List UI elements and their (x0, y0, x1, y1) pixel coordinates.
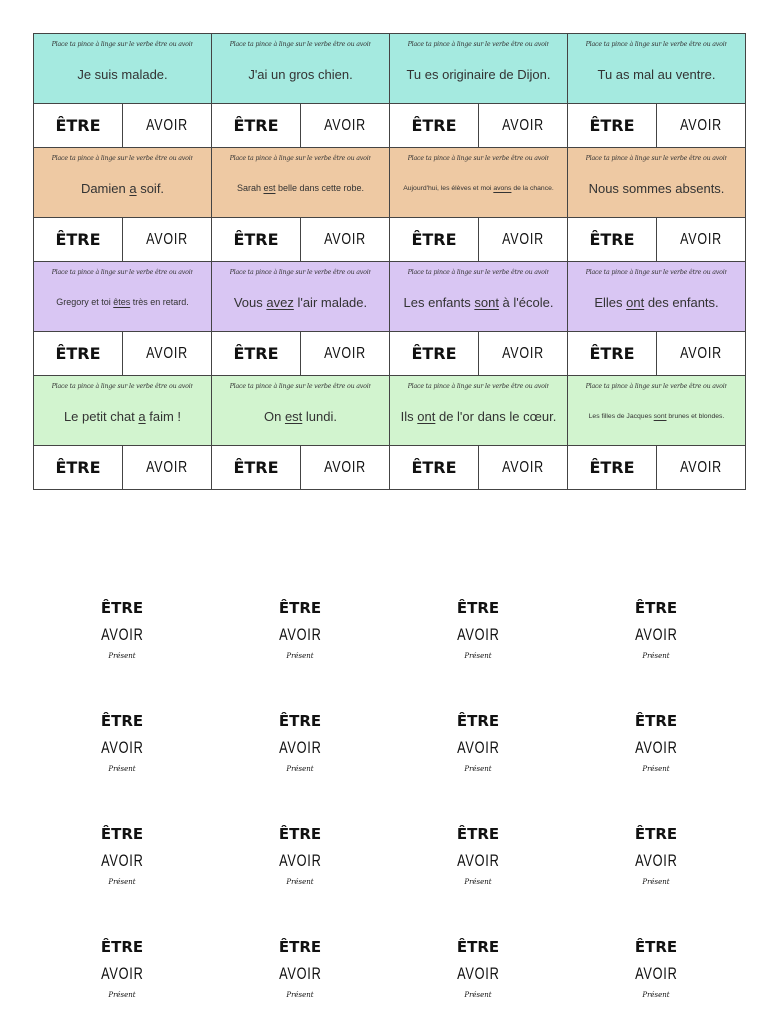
answer-row (212, 446, 389, 490)
sentence-text: très en retard. (130, 297, 189, 307)
clothespin-label (211, 935, 389, 1024)
answer-etre[interactable]: ÊTRE (390, 218, 479, 261)
answer-etre[interactable]: ÊTRE (568, 332, 657, 375)
answer-row (390, 332, 567, 376)
answer-etre[interactable]: ÊTRE (34, 332, 123, 375)
card-sentence (64, 391, 181, 441)
answer-row (568, 104, 745, 148)
answer-etre[interactable]: ÊTRE (34, 446, 123, 489)
card-question (568, 262, 745, 332)
sentence-text: l'air malade. (293, 294, 368, 310)
sentence-text: Gregory et toi (56, 297, 114, 307)
sentence-text: Les filles de Jacques (588, 412, 654, 420)
sentence-text: Le petit chat (63, 408, 139, 424)
label-avoir: AVOIR (100, 625, 144, 644)
label-tense: Présent (464, 652, 492, 660)
answer-row (212, 104, 389, 148)
label-avoir: AVOIR (278, 738, 322, 757)
label-tense: Présent (642, 878, 670, 886)
answer-avoir[interactable]: AVOIR (324, 116, 366, 134)
label-etre: ÊTRE (634, 825, 678, 843)
card-sentence (589, 163, 725, 213)
answer-row (568, 332, 745, 376)
label-avoir: AVOIR (456, 625, 500, 644)
card-instruction: Place ta pince à linge sur le verbe être ou avoir (407, 41, 550, 48)
card-sentence (248, 49, 352, 99)
label-etre: ÊTRE (278, 825, 322, 843)
answer-avoir[interactable]: AVOIR (680, 458, 722, 476)
label-avoir: AVOIR (634, 738, 678, 757)
label-etre: ÊTRE (278, 712, 322, 730)
verb-card (568, 262, 746, 376)
clothespin-label (33, 709, 211, 822)
label-avoir: AVOIR (456, 738, 500, 757)
label-etre: ÊTRE (456, 825, 500, 843)
answer-avoir[interactable]: AVOIR (146, 230, 188, 248)
sentence-text: Tu es originaire de Dijon. (406, 66, 551, 82)
clothespin-label (567, 596, 745, 709)
card-sentence (234, 277, 367, 327)
sentence-text: à l'école. (498, 294, 554, 310)
verb-card (34, 34, 212, 148)
answer-row (568, 446, 745, 490)
card-question (390, 148, 567, 218)
sentence-text: Aujourd'hui, les élèves et moi (403, 184, 494, 192)
answer-avoir[interactable]: AVOIR (146, 458, 188, 476)
sentence-text: faim ! (145, 408, 182, 424)
answer-etre[interactable]: ÊTRE (390, 104, 479, 147)
underlined-verb: sont (653, 412, 667, 420)
underlined-verb: est (263, 183, 276, 193)
sentence-text: Tu as mal au ventre. (597, 66, 716, 82)
card-question (390, 376, 567, 446)
label-avoir: AVOIR (278, 625, 322, 644)
answer-avoir[interactable]: AVOIR (324, 344, 366, 362)
answer-row (212, 332, 389, 376)
verb-card (568, 34, 746, 148)
card-instruction: Place ta pince à linge sur le verbe être ou avoir (229, 383, 372, 390)
card-instruction: Place ta pince à linge sur le verbe être ou avoir (229, 155, 372, 162)
underlined-verb: a (129, 180, 137, 196)
label-etre: ÊTRE (634, 938, 678, 956)
clothespin-label (211, 822, 389, 935)
card-question (568, 376, 745, 446)
label-etre: ÊTRE (100, 712, 144, 730)
label-tense: Présent (642, 991, 670, 999)
answer-avoir[interactable]: AVOIR (502, 344, 544, 362)
card-sentence (264, 391, 337, 441)
sentence-text: Vous (233, 294, 267, 310)
label-tense: Présent (286, 991, 314, 999)
answer-avoir[interactable]: AVOIR (680, 344, 722, 362)
label-avoir: AVOIR (456, 851, 500, 870)
verb-card (34, 148, 212, 262)
clothespin-label-grid (33, 596, 745, 1024)
sentence-text: Les enfants (403, 294, 475, 310)
card-sentence (56, 277, 189, 327)
answer-avoir[interactable]: AVOIR (680, 116, 722, 134)
card-instruction: Place ta pince à linge sur le verbe être ou avoir (229, 41, 372, 48)
sentence-text: Nous sommes absents. (588, 180, 725, 196)
clothespin-label (389, 822, 567, 935)
sentence-text: Je suis malade. (77, 66, 168, 82)
clothespin-label (33, 935, 211, 1024)
label-tense: Présent (108, 991, 136, 999)
label-avoir: AVOIR (634, 964, 678, 983)
card-sentence (406, 49, 550, 99)
answer-etre[interactable]: ÊTRE (390, 446, 479, 489)
card-sentence (237, 163, 364, 213)
card-instruction: Place ta pince à linge sur le verbe être ou avoir (51, 41, 194, 48)
answer-etre[interactable]: ÊTRE (568, 104, 657, 147)
card-sentence (404, 277, 554, 327)
sentence-text: soif. (136, 180, 165, 196)
card-instruction: Place ta pince à linge sur le verbe être ou avoir (585, 155, 728, 162)
card-instruction: Place ta pince à linge sur le verbe être ou avoir (229, 269, 372, 276)
label-etre: ÊTRE (634, 712, 678, 730)
card-instruction: Place ta pince à linge sur le verbe être ou avoir (585, 41, 728, 48)
card-question (568, 148, 745, 218)
label-tense: Présent (286, 652, 314, 660)
underlined-verb: ont (626, 294, 645, 310)
card-sentence (81, 163, 164, 213)
answer-etre[interactable]: ÊTRE (212, 218, 301, 261)
label-avoir: AVOIR (456, 964, 500, 983)
clothespin-label (211, 709, 389, 822)
sentence-text: Sarah (236, 183, 264, 193)
card-instruction: Place ta pince à linge sur le verbe être ou avoir (407, 269, 550, 276)
label-tense: Présent (464, 765, 492, 773)
label-avoir: AVOIR (100, 964, 144, 983)
answer-avoir[interactable]: AVOIR (146, 344, 188, 362)
answer-etre[interactable]: ÊTRE (390, 332, 479, 375)
verb-card (390, 148, 568, 262)
sentence-text: de la chance. (511, 184, 554, 192)
sentence-text: Damien (80, 180, 130, 196)
card-instruction: Place ta pince à linge sur le verbe être ou avoir (51, 155, 194, 162)
verb-card (212, 376, 390, 490)
answer-row (34, 218, 211, 262)
sentence-text: J'ai un gros chien. (248, 66, 353, 82)
answer-etre[interactable]: ÊTRE (212, 104, 301, 147)
card-instruction: Place ta pince à linge sur le verbe être ou avoir (585, 383, 728, 390)
sentence-text: brunes et blondes. (666, 412, 725, 420)
card-instruction: Place ta pince à linge sur le verbe être ou avoir (407, 155, 550, 162)
answer-row (212, 218, 389, 262)
answer-row (34, 446, 211, 490)
verb-card (568, 376, 746, 490)
sentence-text: de l'or dans le cœur. (435, 408, 557, 424)
card-question (212, 34, 389, 104)
verb-card (390, 262, 568, 376)
answer-row (390, 104, 567, 148)
answer-avoir[interactable]: AVOIR (324, 458, 366, 476)
card-question (34, 376, 211, 446)
label-avoir: AVOIR (278, 964, 322, 983)
card-question (568, 34, 745, 104)
underlined-verb: est (284, 408, 303, 424)
card-question (390, 34, 567, 104)
label-etre: ÊTRE (100, 938, 144, 956)
answer-avoir[interactable]: AVOIR (502, 230, 544, 248)
underlined-verb: a (138, 408, 146, 424)
clothespin-label (33, 822, 211, 935)
answer-row (34, 104, 211, 148)
label-avoir: AVOIR (278, 851, 322, 870)
label-avoir: AVOIR (100, 851, 144, 870)
clothespin-label (567, 822, 745, 935)
label-tense: Présent (642, 765, 670, 773)
clothespin-label (389, 709, 567, 822)
label-tense: Présent (642, 652, 670, 660)
sentence-text: belle dans cette robe. (275, 183, 365, 193)
card-question (34, 148, 211, 218)
verb-card (34, 262, 212, 376)
label-tense: Présent (464, 878, 492, 886)
verb-card (568, 148, 746, 262)
underlined-verb: avons (493, 184, 512, 192)
answer-etre[interactable]: ÊTRE (212, 332, 301, 375)
answer-etre[interactable]: ÊTRE (568, 446, 657, 489)
verb-card-grid (33, 33, 746, 490)
label-tense: Présent (108, 878, 136, 886)
label-tense: Présent (464, 991, 492, 999)
card-sentence (594, 277, 718, 327)
label-avoir: AVOIR (634, 625, 678, 644)
card-question (212, 376, 389, 446)
underlined-verb: avez (266, 294, 294, 310)
verb-card (390, 34, 568, 148)
answer-row (568, 218, 745, 262)
clothespin-label (389, 596, 567, 709)
label-avoir: AVOIR (634, 851, 678, 870)
label-tense: Présent (286, 765, 314, 773)
label-tense: Présent (108, 652, 136, 660)
card-question (212, 262, 389, 332)
card-question (34, 262, 211, 332)
answer-etre[interactable]: ÊTRE (212, 446, 301, 489)
answer-row (390, 218, 567, 262)
sentence-text: On (263, 408, 285, 424)
label-etre: ÊTRE (100, 599, 144, 617)
card-question (390, 262, 567, 332)
answer-etre[interactable]: ÊTRE (568, 218, 657, 261)
card-question (34, 34, 211, 104)
card-sentence (403, 163, 554, 213)
sentence-text: Elles (594, 294, 627, 310)
answer-row (390, 446, 567, 490)
underlined-verb: sont (474, 294, 499, 310)
label-avoir: AVOIR (100, 738, 144, 757)
card-instruction: Place ta pince à linge sur le verbe être ou avoir (585, 269, 728, 276)
clothespin-label (389, 935, 567, 1024)
clothespin-label (211, 596, 389, 709)
label-etre: ÊTRE (456, 712, 500, 730)
label-etre: ÊTRE (278, 599, 322, 617)
card-instruction: Place ta pince à linge sur le verbe être ou avoir (51, 383, 194, 390)
sentence-text: des enfants. (644, 294, 719, 310)
answer-row (34, 332, 211, 376)
label-tense: Présent (286, 878, 314, 886)
underlined-verb: êtes (113, 297, 131, 307)
label-tense: Présent (108, 765, 136, 773)
clothespin-label (567, 935, 745, 1024)
answer-avoir[interactable]: AVOIR (146, 116, 188, 134)
label-etre: ÊTRE (456, 599, 500, 617)
card-question (212, 148, 389, 218)
card-instruction: Place ta pince à linge sur le verbe être ou avoir (407, 383, 550, 390)
answer-avoir[interactable]: AVOIR (680, 230, 722, 248)
answer-avoir[interactable]: AVOIR (324, 230, 366, 248)
clothespin-label (567, 709, 745, 822)
verb-card (212, 148, 390, 262)
underlined-verb: ont (417, 408, 436, 424)
card-sentence (77, 49, 167, 99)
clothespin-label (33, 596, 211, 709)
answer-etre[interactable]: ÊTRE (34, 218, 123, 261)
answer-avoir[interactable]: AVOIR (502, 116, 544, 134)
verb-card (390, 376, 568, 490)
card-sentence (589, 391, 725, 441)
label-etre: ÊTRE (100, 825, 144, 843)
answer-avoir[interactable]: AVOIR (502, 458, 544, 476)
sentence-text: lundi. (302, 408, 337, 424)
label-etre: ÊTRE (278, 938, 322, 956)
label-etre: ÊTRE (634, 599, 678, 617)
verb-card (212, 34, 390, 148)
answer-etre[interactable]: ÊTRE (34, 104, 123, 147)
label-etre: ÊTRE (456, 938, 500, 956)
card-instruction: Place ta pince à linge sur le verbe être ou avoir (51, 269, 194, 276)
card-sentence (401, 391, 557, 441)
verb-card (34, 376, 212, 490)
sentence-text: Ils (400, 408, 418, 424)
card-sentence (597, 49, 715, 99)
verb-card (212, 262, 390, 376)
